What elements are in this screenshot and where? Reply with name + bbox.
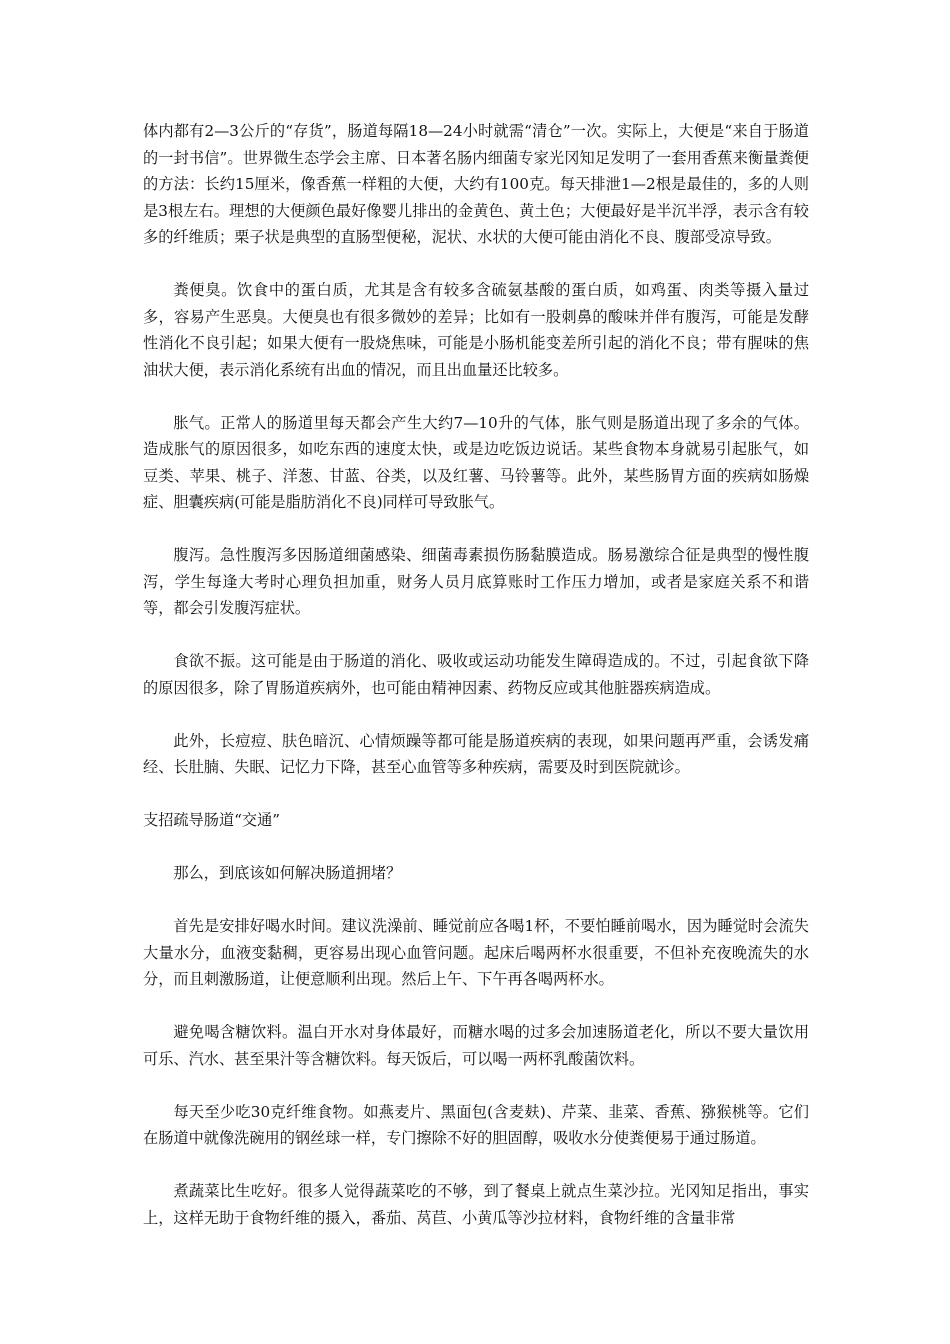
paragraph-avoid-sugar-drinks: 避免喝含糖饮料。温白开水对身体最好，而糖水喝的过多会加速肠道老化，所以不要大量饮用可乐、汽水、甚至果汁等含糖饮料。每天饭后，可以喝一两杯乳酸菌饮料。 (143, 1023, 809, 1068)
paragraph-diarrhea: 腹泻。急性腹泻多因肠道细菌感染、细菌毒素损伤肠黏膜造成。肠易激综合征是典型的慢性腹泻，学生每逢大考时心理负担加重，财务人员月底算账时工作压力增加，或者是家庭关系不和谐等，都会引发腹泻症状。 (143, 546, 809, 617)
paragraph-fiber-foods: 每天至少吃30克纤维食物。如燕麦片、黑面包(含麦麸)、芹菜、韭菜、香蕉、猕猴桃等。它们在肠道中就像洗碗用的钢丝球一样，专门擦除不好的胆固醇，吸收水分使粪便易于通过肠道。 (143, 1102, 809, 1147)
paragraph-cooked-vegetables: 煮蔬菜比生吃好。很多人觉得蔬菜吃的不够，到了餐桌上就点生菜沙拉。光冈知足指出，事实上，这样无助于食物纤维的摄入，番茄、莴苣、小黄瓜等沙拉材料，食物纤维的含量非常 (143, 1182, 809, 1227)
paragraph-bloating: 胀气。正常人的肠道里每天都会产生大约7—10升的气体，胀气则是肠道出现了多余的气体。造成胀气的原因很多，如吃东西的速度太快，或是边吃饭边说话。某些食物本身就易引起胀气，如豆类、苹果、桃子、洋葱、甘蓝、谷类，以及红薯、马铃薯等。此外，某些肠胃方面的疾病如肠燥症、胆囊疾病(可能是脂肪消化不良)同样可导致胀气。 (143, 413, 809, 511)
paragraph-water-timing: 首先是安排好喝水时间。建议洗澡前、睡觉前应各喝1杯，不要怕睡前喝水，因为睡觉时会流失大量水分，血液变黏稠，更容易出现心血管问题。起床后喝两杯水很重要，不但补充夜晚流失的水分，而且刺激肠道，让便意顺利出现。然后上午、下午再各喝两杯水。 (143, 917, 809, 988)
section-heading-intestinal-traffic: 支招疏导肠道“交通” (143, 811, 281, 829)
document-body (143, 118, 809, 1258)
paragraph-other-symptoms: 此外，长痘痘、肤色暗沉、心情烦躁等都可能是肠道疾病的表现，如果问题再严重，会诱发痛经、长肚腩、失眠、记忆力下降，甚至心血管等多种疾病，需要及时到医院就诊。 (143, 731, 809, 776)
paragraph-stool-overview: 体内都有2—3公斤的“存货”，肠道每隔18—24小时就需“清仓”一次。实际上，大便是“来自于肠道的一封书信”。世界微生态学会主席、日本著名肠内细菌专家光冈知足发明了一套用香蕉来衡量粪便的方法：长约15厘米，像香蕉一样粗的大便，大约有100克。每天排泄1—2根是最佳的，多的人则是3根左右。理想的大便颜色最好像婴儿排出的金黄色、黄土色；大便最好是半沉半浮，表示含有较多的纤维质；栗子状是典型的直肠型便秘，泥状、水状的大便可能由消化不良、腹部受凉导致。 (143, 122, 809, 246)
paragraph-how-to-solve: 那么，到底该如何解决肠道拥堵？ (173, 864, 402, 882)
paragraph-appetite-loss: 食欲不振。这可能是由于肠道的消化、吸收或运动功能发生障碍造成的。不过，引起食欲下降的原因很多，除了胃肠道疾病外，也可能由精神因素、药物反应或其他脏器疾病造成。 (143, 652, 809, 697)
paragraph-stool-odor: 粪便臭。饮食中的蛋白质，尤其是含有较多含硫氨基酸的蛋白质，如鸡蛋、肉类等摄入量过多，容易产生恶臭。大便臭也有很多微妙的差异；比如有一股刺鼻的酸味并伴有腹泻，可能是发酵性消化不良引起；如果大便有一股烧焦味，可能是小肠机能变差所引起的消化不良；带有腥味的焦油状大便，表示消化系统有出血的情况，而且出血量还比较多。 (143, 281, 809, 379)
